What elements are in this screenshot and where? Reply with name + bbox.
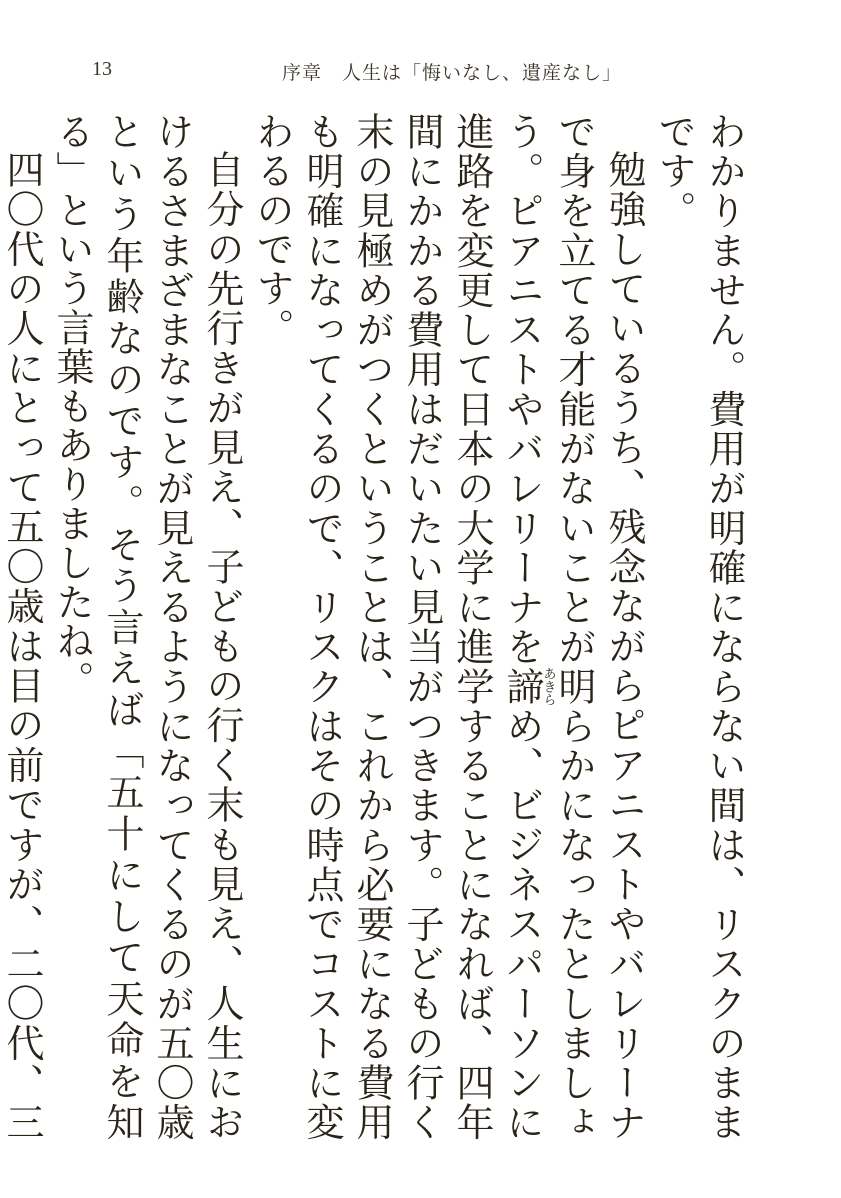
ruby-reading: あきら [540,666,556,707]
ruby-base: 諦 [500,666,544,707]
ruby-annotation [500,666,556,707]
page-number: 13 [92,58,112,80]
paragraph: 自分の先行きが見え、子どもの行く末も見え、人生におけるさまざまなことが見えるようになってくるのが五〇歳という年齢なのです。そう言えば「五十にして天命を知る」という言葉もありましたね。 [50,112,244,1142]
paragraph-text: 勉強しているうち、残念ながらピアニストやバレリーナで身を立てる才能がないことが明らかになったとしましょう。ピアニストやバレリーナを [500,112,646,1142]
paragraph-text: め、ビジネスパーソンに進路を変更して日本の大学に進学することになれば、四年間にかかる費用はだいたい見当がつきます。子どもの行く末の見極めがつくということは、これから必要になる費用も明確になってくるので、リスクはその時点でコストに変わるのです。 [250,112,544,1142]
running-head: 序章 人生は「悔いなし、遺産なし」 [282,62,623,84]
paragraph [247,112,649,1142]
body-text [0,112,749,1142]
paragraph: 四〇代の人にとって五〇歳は目の前ですが、二〇代、三 [0,150,44,1142]
paragraph: わかりません。費用が明確にならない間は、リスクのままです。 [652,112,746,1142]
